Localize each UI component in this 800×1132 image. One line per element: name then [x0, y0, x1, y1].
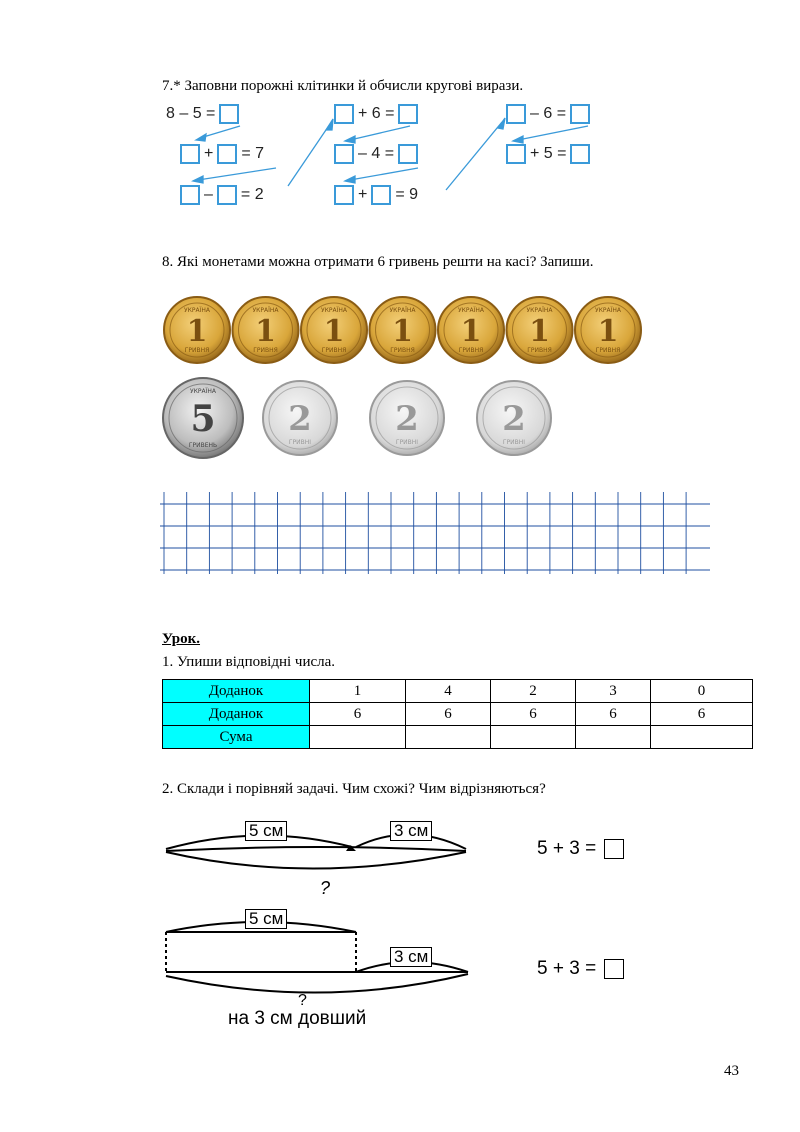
- row-header: Доданок: [163, 680, 310, 703]
- task7-col3-row2: [506, 144, 590, 164]
- table-cell: 4: [406, 680, 491, 703]
- coin-2-hryvnia: [370, 381, 444, 455]
- task7-col1-row3: [180, 185, 264, 205]
- lesson-task1-title: 1. Упиши відповідні числа.: [162, 654, 336, 670]
- segment-diagram-2: [160, 910, 490, 1010]
- table-row: [163, 703, 753, 726]
- equation-text: 5 + 3 =: [537, 958, 597, 979]
- table-row: [163, 680, 753, 703]
- sum-input-cell[interactable]: [310, 726, 406, 749]
- answer-box[interactable]: [398, 104, 418, 124]
- coin-1-hryvnia: [575, 297, 641, 363]
- task7-col1-row1: [166, 104, 239, 124]
- operator-text: +: [358, 186, 368, 203]
- svg-text:1: 1: [186, 313, 208, 349]
- expression-text: + 5 =: [530, 145, 567, 162]
- equation-2: [537, 958, 624, 980]
- segment-label: 3 см: [390, 947, 432, 967]
- coin-1-hryvnia: [507, 297, 573, 363]
- sum-input-cell[interactable]: [491, 726, 576, 749]
- coin-2-hryvnia: [477, 381, 551, 455]
- question-mark: ?: [320, 878, 331, 898]
- question-mark: ?: [298, 992, 307, 1009]
- sum-input-cell[interactable]: [406, 726, 491, 749]
- svg-text:1: 1: [597, 313, 619, 349]
- answer-box[interactable]: [604, 839, 624, 859]
- segment-label: 5 см: [245, 909, 287, 929]
- answer-box[interactable]: [334, 104, 354, 124]
- sum-input-cell[interactable]: [651, 726, 753, 749]
- svg-text:УКРАЇНА: УКРАЇНА: [183, 307, 211, 314]
- svg-text:УКРАЇНА: УКРАЇНА: [189, 388, 217, 395]
- svg-text:УКРАЇНА: УКРАЇНА: [526, 307, 553, 314]
- coin-1-hryvnia: [233, 297, 299, 363]
- svg-text:1: 1: [529, 313, 550, 349]
- expression-text: – 6 =: [530, 105, 567, 122]
- table-cell: 6: [406, 703, 491, 726]
- segment-label: 5 см: [245, 821, 287, 841]
- table-cell: 6: [310, 703, 406, 726]
- coin-1-hryvnia: [438, 297, 504, 363]
- table-cell: 6: [576, 703, 651, 726]
- svg-text:2: 2: [502, 399, 526, 440]
- table-cell: 1: [310, 680, 406, 703]
- result-text: = 2: [240, 186, 264, 203]
- answer-box[interactable]: [180, 144, 200, 164]
- addition-table: [162, 679, 753, 749]
- sum-input-cell[interactable]: [576, 726, 651, 749]
- result-text: = 9: [395, 186, 419, 203]
- svg-text:ГРИВНЯ: ГРИВНЯ: [184, 347, 210, 354]
- task7-col2-row3: [334, 185, 418, 205]
- coin-1-hryvnia: [370, 297, 436, 363]
- coin-2-hryvnia: [263, 381, 337, 455]
- svg-text:УКРАЇНА: УКРАЇНА: [389, 307, 416, 314]
- task7-col1-row2: [180, 144, 264, 164]
- svg-text:ГРИВНІ: ГРИВНІ: [502, 439, 526, 446]
- lesson-title: Урок.: [162, 631, 201, 647]
- answer-box[interactable]: [371, 185, 391, 205]
- answer-box[interactable]: [570, 104, 590, 124]
- svg-text:ГРИВЕНЬ: ГРИВЕНЬ: [188, 442, 218, 449]
- answer-box[interactable]: [506, 104, 526, 124]
- coin-1-hryvnia: [301, 297, 367, 363]
- svg-text:2: 2: [288, 399, 312, 440]
- answer-box[interactable]: [334, 185, 354, 205]
- table-cell: 0: [651, 680, 753, 703]
- svg-text:ГРИВНЯ: ГРИВНЯ: [527, 347, 552, 354]
- table-cell: 6: [491, 703, 576, 726]
- task7-col2-row2: [334, 144, 418, 164]
- row-header: Доданок: [163, 703, 310, 726]
- coin-1-hryvnia: [164, 297, 230, 363]
- svg-text:ГРИВНЯ: ГРИВНЯ: [595, 347, 621, 354]
- svg-text:УКРАЇНА: УКРАЇНА: [252, 307, 279, 314]
- svg-text:ГРИВНЯ: ГРИВНЯ: [253, 347, 278, 354]
- table-cell: 6: [651, 703, 753, 726]
- equation-text: 5 + 3 =: [537, 838, 597, 859]
- svg-text:ГРИВНІ: ГРИВНІ: [288, 439, 312, 446]
- svg-text:УКРАЇНА: УКРАЇНА: [457, 307, 485, 314]
- task7-col3-row1: [506, 104, 590, 124]
- diagram-caption: на 3 см довший: [228, 1008, 367, 1029]
- answer-box[interactable]: [219, 104, 239, 124]
- table-row: [163, 726, 753, 749]
- expression-text: + 6 =: [358, 105, 395, 122]
- writing-grid[interactable]: [160, 492, 712, 576]
- svg-text:1: 1: [460, 313, 482, 349]
- svg-text:1: 1: [255, 313, 276, 349]
- svg-text:ГРИВНЯ: ГРИВНЯ: [321, 347, 347, 354]
- svg-text:УКРАЇНА: УКРАЇНА: [594, 307, 622, 314]
- answer-box[interactable]: [217, 185, 237, 205]
- row-header: Сума: [163, 726, 310, 749]
- svg-text:1: 1: [392, 313, 413, 349]
- expression-text: – 4 =: [358, 145, 395, 162]
- answer-box[interactable]: [604, 959, 624, 979]
- segment-label: 3 см: [390, 821, 432, 841]
- svg-text:ГРИВНЯ: ГРИВНЯ: [390, 347, 415, 354]
- result-text: = 7: [241, 145, 265, 162]
- answer-box[interactable]: [506, 144, 526, 164]
- task7-title: 7.* Заповни порожні клітинки й обчисли кругові вирази.: [162, 78, 524, 94]
- answer-box[interactable]: [334, 144, 354, 164]
- answer-box[interactable]: [570, 144, 590, 164]
- answer-box[interactable]: [180, 185, 200, 205]
- operator-text: –: [204, 186, 213, 203]
- svg-text:5: 5: [190, 397, 216, 440]
- svg-text:1: 1: [323, 313, 345, 349]
- svg-text:2: 2: [395, 399, 419, 440]
- lesson-task2-title: 2. Склади і порівняй задачі. Чим схожі? Чим відрізняються?: [162, 781, 546, 797]
- answer-box[interactable]: [217, 144, 237, 164]
- answer-box[interactable]: [398, 144, 418, 164]
- table-cell: 3: [576, 680, 651, 703]
- operator-text: +: [204, 145, 214, 162]
- expression-text: 8 – 5 =: [166, 105, 216, 122]
- coins-area: [0, 290, 800, 470]
- task7-col2-row1: [334, 104, 418, 124]
- task8-title: 8. Які монетами можна отримати 6 гривень решти на касі? Запиши.: [162, 254, 594, 270]
- svg-text:ГРИВНІ: ГРИВНІ: [395, 439, 419, 446]
- svg-text:ГРИВНЯ: ГРИВНЯ: [458, 347, 484, 354]
- svg-text:УКРАЇНА: УКРАЇНА: [320, 307, 348, 314]
- table-cell: 2: [491, 680, 576, 703]
- equation-1: [537, 838, 624, 860]
- coin-5-hryvnia: [163, 378, 243, 458]
- page-number: 43: [724, 1063, 739, 1079]
